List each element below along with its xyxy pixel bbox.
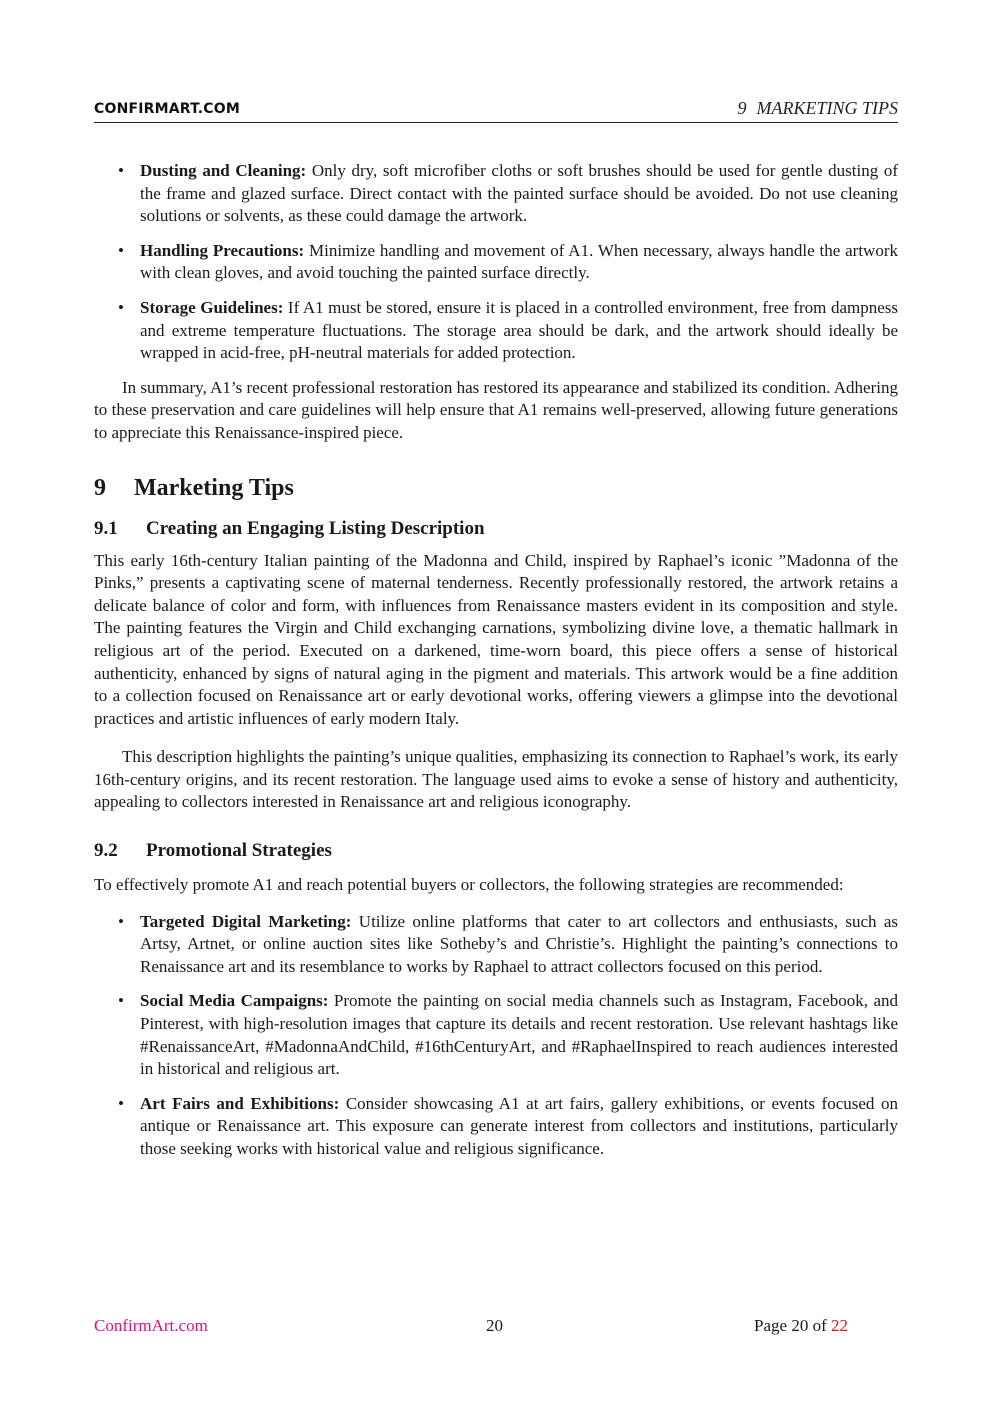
subsection-title: Promotional Strategies — [146, 840, 332, 862]
subsection-title: Creating an Engaging Listing Description — [146, 517, 485, 539]
list-item-text: Only dry, soft microfiber cloths or soft brushes should be used for gentle dusting of the frame and glazed surface. Direct contact with the painted surface should be avoided. Do not use cleaning solutions or solvents, as these could damage the artwork. — [140, 161, 899, 226]
footer-page-prefix: Page 20 of — [754, 1316, 827, 1335]
header-logo: CONFIRMART.COM — [94, 101, 241, 117]
header-section-number: 9 — [737, 98, 747, 118]
list-item-title: Art Fairs and Exhibitions: — [140, 1093, 340, 1113]
list-item — [94, 240, 898, 285]
page-header — [94, 98, 898, 123]
summary-paragraph: In summary, A1’s recent professional restoration has restored its appearance and stabilized its condition. Adhering to these preservation and care guidelines will help ensure that A1 remains well-preserved, allowing future generations to appreciate this Renaissance-inspired piece. — [94, 377, 898, 442]
bullet-icon: • — [118, 1093, 124, 1113]
bullet-icon: • — [118, 297, 124, 317]
strategies-list — [94, 911, 898, 1161]
list-item-title: Dusting and Cleaning: — [140, 161, 307, 180]
header-section-title — [738, 98, 899, 119]
listing-description-quote: This early 16th-century Italian painting of the Madonna and Child, inspired by Raphael’s iconic ”Madonna of the Pinks,” presents a captivating scene of maternal tenderness. Recently professionally restored, the artwork retains a delicate balance of color and form, with influences from Renaissance masters evident in its composition and style. The painting features the Virgin and Child exchanging carnations, symbolizing divine love, a thematic hallmark in religious art of the period. Executed on a darkened, time-worn board, this piece offers a sense of historical authenticity, enhanced by signs of natural aging in the pigment and materials. This artwork would be a fine addition to a collection focused on Renaissance art or early devotional works, offering viewers a glimpse into the devotional practices and artistic influences of early modern Italy. — [94, 550, 898, 728]
footer-page-number: 20 — [486, 1316, 503, 1335]
list-item-text: Consider showcasing A1 at art fairs, gallery exhibitions, or events focused on antique or Renaissance art. This exposure can generate interest from collectors and institutions, particularly those seeking works with historical value and religious significance. — [140, 1093, 898, 1158]
list-item-title: Targeted Digital Marketing: — [140, 911, 352, 931]
strategies-intro: To effectively promote A1 and reach potential buyers or collectors, the following strategies are recommended: — [94, 875, 844, 895]
list-item — [94, 160, 898, 228]
section-number: 9 — [94, 474, 106, 501]
bullet-icon: • — [118, 991, 124, 1011]
list-item-text: Minimize handling and movement of A1. When necessary, always handle the artwork with clean gloves, and avoid touching the painted surface directly. — [140, 240, 898, 283]
page-body — [94, 160, 898, 1173]
description-commentary: This description highlights the painting’s unique qualities, emphasizing its connection to Raphael’s work, its early 16th-century origins, and its recent restoration. The language used aims to evoke a sense of history and authenticity, appealing to collectors interested in Renaissance art and religious iconography. — [94, 747, 898, 812]
bullet-icon: • — [118, 240, 124, 260]
list-item-text: If A1 must be stored, ensure it is placed in a controlled environment, free from dampness and extreme temperature fluctuations. The storage area should be dark, and the artwork should ideally be wrapped in acid-free, pH-neutral materials for added protection. — [140, 297, 898, 363]
list-item — [94, 297, 898, 365]
list-item-title: Handling Precautions: — [140, 240, 305, 260]
section-heading — [94, 475, 898, 502]
list-item-text: Promote the painting on social media channels such as Instagram, Facebook, and Pinterest, with high-resolution images that capture its details and recent restoration. Use relevant hashtags like #RenaissanceArt, #MadonnaAndChild, #16thCenturyArt, and #RaphaelInspired to reach audiences interested in historical and religious art. — [140, 991, 898, 1079]
list-item — [94, 990, 898, 1080]
subsection-heading — [94, 518, 898, 540]
subsection-number: 9.2 — [94, 840, 118, 862]
list-item — [94, 911, 898, 979]
list-item — [94, 1093, 898, 1161]
list-item-title: Social Media Campaigns: — [140, 991, 329, 1011]
section-title: Marketing Tips — [134, 474, 294, 501]
footer-site-link[interactable]: ConfirmArt.com — [94, 1316, 208, 1335]
footer-page-total-link[interactable]: 22 — [831, 1316, 848, 1335]
list-item-text: Utilize online platforms that cater to art collectors and enthusiasts, such as Artsy, Artnet, or online auction sites like Sotheby’s and Christie’s. Highlight the painting’s connections to Renaissance art and its resemblance to works by Raphael to attract collectors focused on this period. — [140, 911, 899, 976]
care-list — [94, 160, 898, 365]
bullet-icon: • — [118, 911, 124, 931]
subsection-heading — [94, 840, 898, 862]
subsection-number: 9.1 — [94, 517, 118, 539]
bullet-icon: • — [118, 161, 124, 180]
footer-page-indicator — [754, 1316, 848, 1336]
list-item-title: Storage Guidelines: — [140, 297, 284, 317]
header-section-label: MARKETING TIPS — [756, 98, 898, 118]
page-footer — [94, 1316, 848, 1338]
